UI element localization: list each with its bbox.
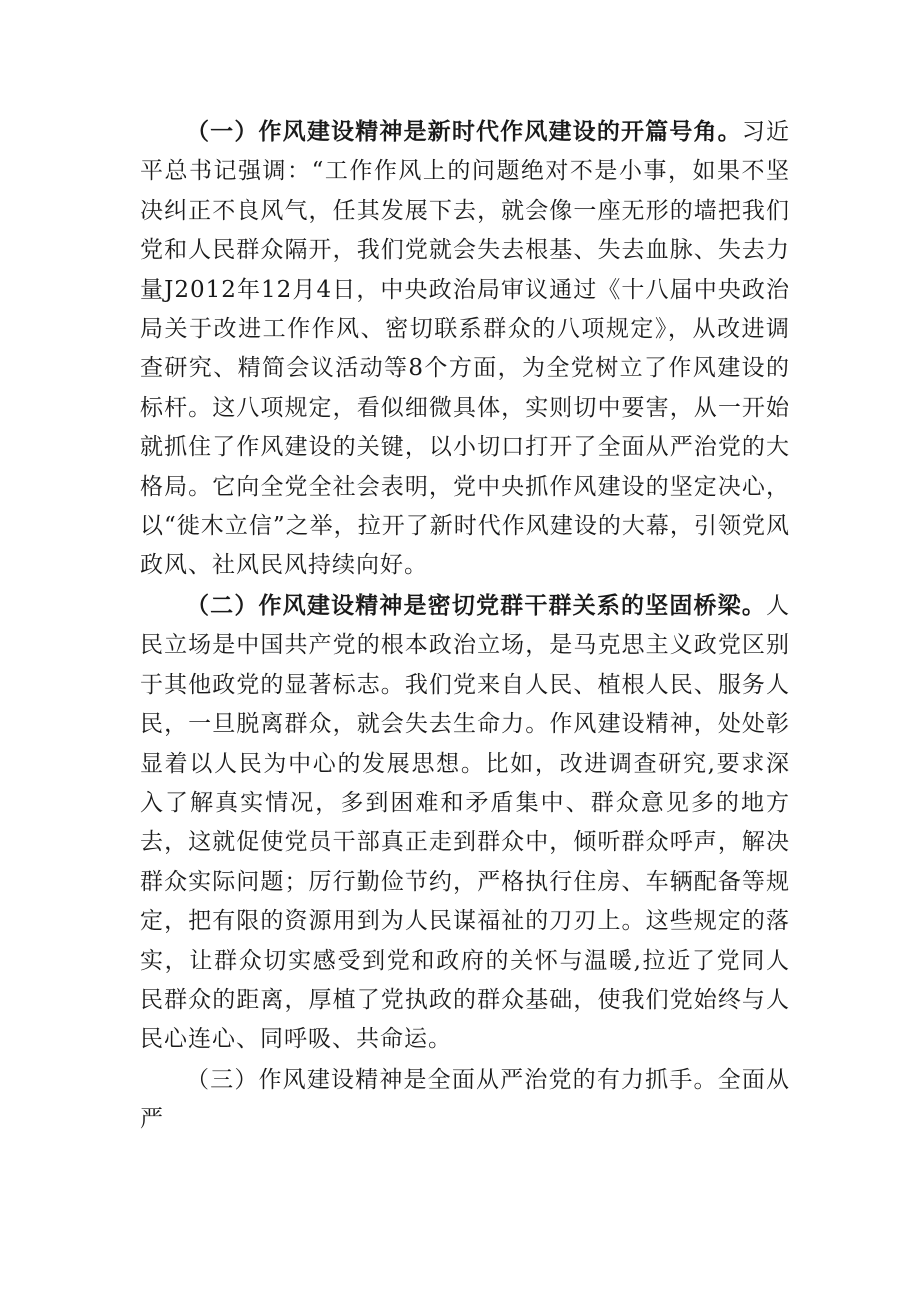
paragraph-1	[140, 112, 790, 586]
paragraph-2	[140, 586, 790, 1060]
paragraph-3-body: （三）作风建设精神是全面从严治党的有力抓手。全面从严	[140, 1066, 790, 1133]
paragraph-2-body: 人民立场是中国共产党的根本政治立场，是马克思主义政党区别于其他政党的显著标志。我们党来自人民、植根人民、服务人民，一旦脱离群众，就会失去生命力。作风建设精神，处处彰显着以人民为中心的发展思想。比如，改进调查研究,要求深入了解真实情况，多到困难和矛盾集中、群众意见多的地方去，这就促使党员干部真正走到群众中，倾听群众呼声，解决群众实际问题；厉行勤俭节约，严格执行住房、车辆配备等规定，把有限的资源用到为人民谋福祉的刀刃上。这些规定的落实，让群众切实感受到党和政府的关怀与温暖,拉近了党同人民群众的距离，厚植了党执政的群众基础，使我们党始终与人民心连心、同呼吸、共命运。	[140, 592, 790, 1053]
section-heading-1: （一）作风建设精神是新时代作风建设的开篇号角。	[186, 118, 742, 145]
section-heading-2: （二）作风建设精神是密切党群干群关系的坚固桥梁。	[186, 591, 766, 619]
paragraph-1-body: 习近平总书记强调：“工作作风上的问题绝对不是小事，如果不坚决纠正不良风气，任其发展下去，就会像一座无形的墙把我们党和人民群众隔开，我们党就会失去根基、失去血脉、失去力量J2012年12月4日，中央政治局审议通过《十八届中央政治局关于改进工作作风、密切联系群众的八项规定》，从改进调查研究、精简会议活动等8个方面，为全党树立了作风建设的标杆。这八项规定，看似细微具体，实则切中要害，从一开始就抓住了作风建设的关键，以小切口打开了全面从严治党的大格局。它向全党全社会表明，党中央抓作风建设的坚定决心，以“徙木立信”之举，拉开了新时代作风建设的大幕，引领党风政风、社风民风持续向好。	[140, 119, 791, 579]
document-page	[140, 112, 790, 1140]
paragraph-3	[140, 1060, 790, 1140]
